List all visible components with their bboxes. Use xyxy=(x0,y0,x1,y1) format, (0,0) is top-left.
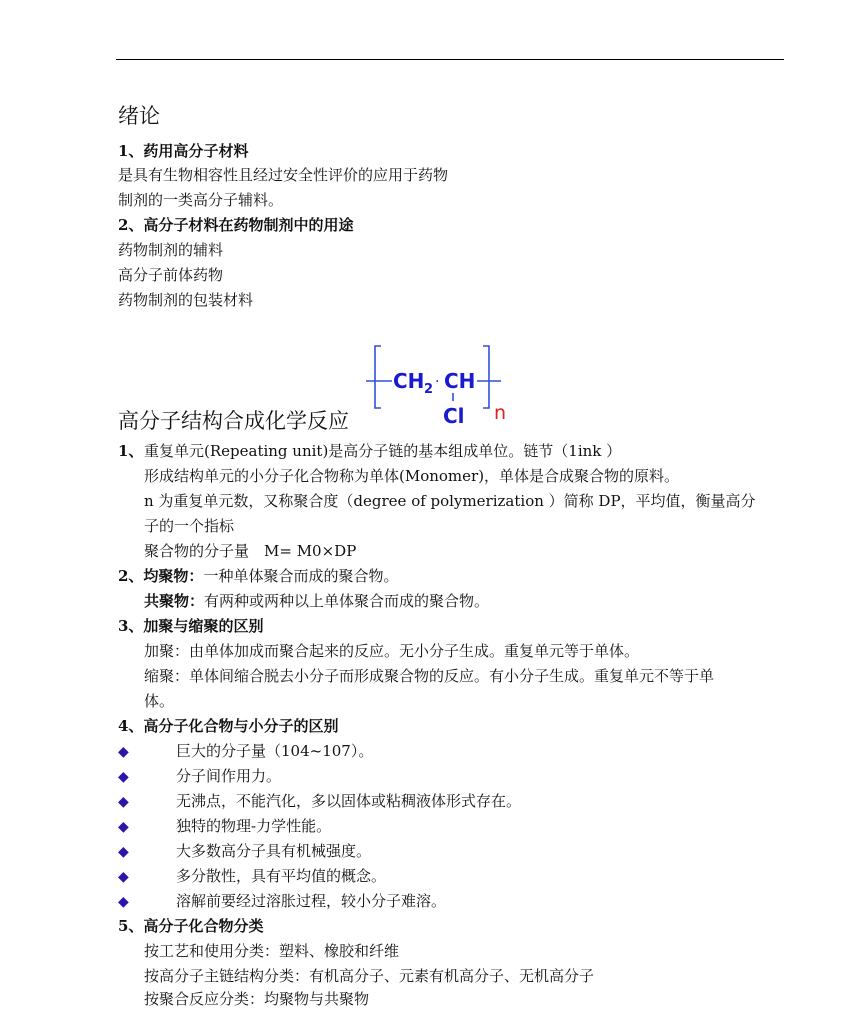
bond-dot: · xyxy=(435,374,440,390)
ch2-group: CH xyxy=(393,369,425,393)
p3-line3: 体。 xyxy=(144,692,175,710)
list-item xyxy=(118,791,522,812)
list-item-text: 大多数高分子具有机械强度。 xyxy=(176,842,372,860)
p2b-text: 有两种或两种以上单体聚合而成的聚合物。 xyxy=(204,592,490,610)
diamond-bullet-icon: ◆ xyxy=(118,869,129,885)
header-rule xyxy=(116,59,784,60)
p1-number: 1、 xyxy=(118,442,144,460)
p3-line2: 缩聚：单体间缩合脱去小分子而形成聚合物的反应。有小分子生成。重复单元不等于单 xyxy=(144,667,715,685)
cl-atom: Cl xyxy=(443,404,465,428)
p1-line5: 聚合物的分子量 M= M0×DP xyxy=(144,542,357,560)
intro-item1-line1: 是具有生物相容性且经过安全性评价的应用于药物 xyxy=(118,166,449,184)
ch-group: CH xyxy=(444,369,476,393)
p2-title: 2、均聚物： xyxy=(118,567,204,585)
p4-title: 4、高分子化合物与小分子的区别 xyxy=(118,717,339,735)
p5-line: 按高分子主链结构分类：有机高分子、元素有机高分子、无机高分子 xyxy=(144,967,595,985)
p2b-title: 共聚物： xyxy=(144,592,205,610)
diamond-bullet-icon: ◆ xyxy=(118,769,129,785)
p1-line4: 子的一个指标 xyxy=(144,517,235,535)
list-item xyxy=(118,766,282,787)
p3-title: 3、加聚与缩聚的区别 xyxy=(118,617,264,635)
pvc-repeat-unit-formula xyxy=(364,342,524,428)
list-item-text: 无沸点，不能汽化，多以固体或粘稠液体形式存在。 xyxy=(176,792,522,810)
p2-line xyxy=(118,566,398,586)
intro-item1-line2: 制剂的一类高分子辅料。 xyxy=(118,191,284,209)
intro-item1-title: 1、药用高分子材料 xyxy=(118,142,249,160)
diamond-bullet-icon: ◆ xyxy=(118,794,129,810)
left-bracket xyxy=(375,346,381,408)
diamond-bullet-icon: ◆ xyxy=(118,844,129,860)
list-item-text: 溶解前要经过溶胀过程，较小分子难溶。 xyxy=(176,892,447,910)
p3-line1: 加聚：由单体加成而聚合起来的反应。无小分子生成。重复单元等于单体。 xyxy=(144,642,640,660)
intro-item2-line: 药物制剂的包装材料 xyxy=(118,291,254,309)
p5-line: 按工艺和使用分类：塑料、橡胶和纤维 xyxy=(144,942,400,960)
list-item-text: 分子间作用力。 xyxy=(176,767,282,785)
p2-text: 一种单体聚合而成的聚合物。 xyxy=(203,567,399,585)
section2-heading: 高分子结构合成化学反应 xyxy=(118,409,349,433)
list-item xyxy=(118,816,332,837)
intro-item2-line: 高分子前体药物 xyxy=(118,266,224,284)
list-item xyxy=(118,891,447,912)
list-item xyxy=(118,741,374,762)
p2b-line xyxy=(144,591,489,611)
list-item-text: 独特的物理-力学性能。 xyxy=(176,817,332,835)
intro-item2-line: 药物制剂的辅料 xyxy=(118,241,224,259)
p1-line3: n 为重复单元数，又称聚合度（degree of polymerization ）简称 DP，平均值，衡量高分 xyxy=(144,492,756,510)
p1-line1: 重复单元(Repeating unit)是高分子链的基本组成单位。链节（1ink ） xyxy=(144,442,622,460)
diamond-bullet-icon: ◆ xyxy=(118,744,129,760)
ch2-subscript: 2 xyxy=(424,382,434,397)
p5-title: 5、高分子化合物分类 xyxy=(118,917,264,935)
intro-item2-title: 2、高分子材料在药物制剂中的用途 xyxy=(118,216,354,234)
p5-line: 按聚合反应分类：均聚物与共聚物 xyxy=(144,990,370,1008)
degree-n: n xyxy=(494,402,507,424)
list-item xyxy=(118,841,372,862)
diamond-bullet-icon: ◆ xyxy=(118,819,129,835)
list-item-text: 巨大的分子量（104~107）。 xyxy=(176,742,374,760)
p1-line2: 形成结构单元的小分子化合物称为单体(Monomer)，单体是合成聚合物的原料。 xyxy=(144,467,680,485)
list-item-text: 多分散性，具有平均值的概念。 xyxy=(176,867,387,885)
intro-heading: 绪论 xyxy=(118,104,160,128)
right-bracket xyxy=(483,346,489,408)
formula-drawing xyxy=(364,342,524,428)
list-item xyxy=(118,866,387,887)
diamond-bullet-icon: ◆ xyxy=(118,894,129,910)
